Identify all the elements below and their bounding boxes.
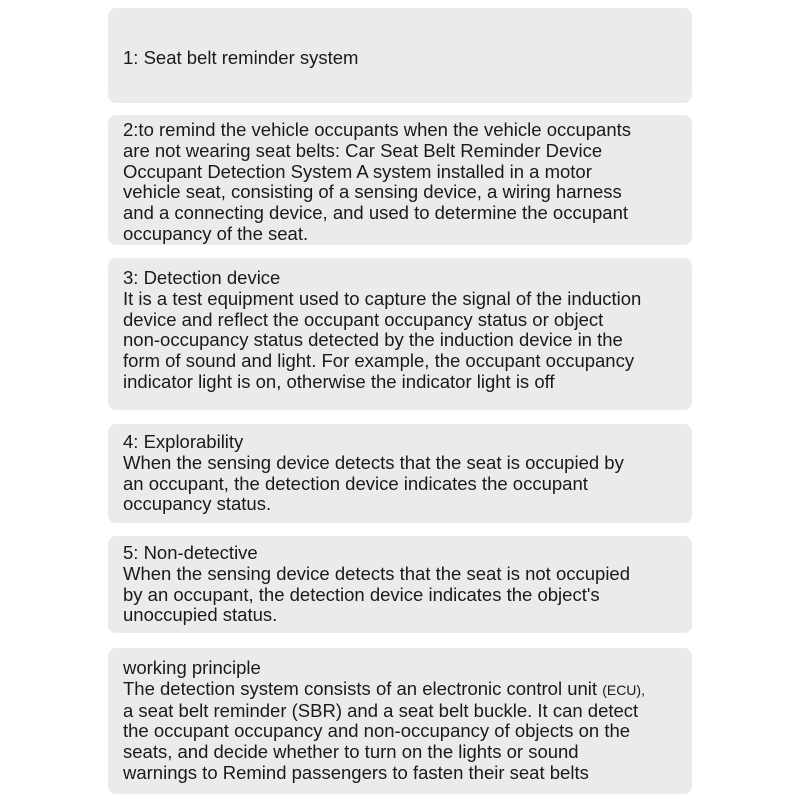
card-text-line: seats, and decide whether to turn on the lights or sound <box>123 741 579 763</box>
card-text-line: 2:to remind the vehicle occupants when the vehicle occupants <box>123 119 632 140</box>
card-text-line: occupancy status. <box>123 493 272 515</box>
card-text-line: When the sensing device detects that the seat is not occupied <box>123 562 631 584</box>
card-text-segment: The detection system consists of an electronic control unit <box>123 677 598 699</box>
card-non-detective <box>108 536 692 633</box>
card-text-line: Occupant Detection System A system installed in a motor <box>123 160 592 182</box>
card-title: 5: Non-detective <box>123 542 258 563</box>
card-explorability <box>108 424 692 523</box>
card-text-line: vehicle seat, consisting of a sensing device, a wiring harness <box>123 181 622 203</box>
card-title: 3: Detection device <box>123 267 281 288</box>
card-title: working principle <box>123 657 261 678</box>
card-text-line: device and reflect the occupant occupancy status or object <box>123 308 604 330</box>
card-text-line: occupancy of the seat. <box>123 222 309 244</box>
ecu-abbreviation: (ECU), <box>602 681 645 698</box>
card-text-line: the occupant occupancy and non-occupancy of objects on the <box>123 720 631 742</box>
card-text-line: warnings to Remind passengers to fasten their seat belts <box>123 761 589 783</box>
card-title: 1: Seat belt reminder system <box>123 47 359 68</box>
card-text-line: indicator light is on, otherwise the indicator light is off <box>123 370 555 392</box>
card-text-line: It is a test equipment used to capture the signal of the induction <box>123 287 642 309</box>
card-text-line: by an occupant, the detection device indicates the object's <box>123 583 600 605</box>
card-text-line <box>123 679 692 701</box>
card-working-principle <box>108 648 692 794</box>
card-text-line: form of sound and light. For example, the occupant occupancy <box>123 350 635 372</box>
card-text-line: are not wearing seat belts: Car Seat Belt Reminder Device <box>123 139 603 161</box>
card-purpose-description <box>108 115 692 245</box>
card-title: 4: Explorability <box>123 431 244 452</box>
card-text-line: a seat belt reminder (SBR) and a seat belt buckle. It can detect <box>123 699 639 721</box>
card-text-line: non-occupancy status detected by the induction device in the <box>123 329 623 351</box>
card-text-line: unoccupied status. <box>123 604 278 626</box>
card-seat-belt-reminder-system <box>108 8 692 103</box>
card-text-line: and a connecting device, and used to determine the occupant <box>123 202 628 224</box>
card-text-line: an occupant, the detection device indicates the occupant <box>123 472 588 494</box>
card-detection-device <box>108 258 692 410</box>
card-text-line: When the sensing device detects that the seat is occupied by <box>123 451 624 473</box>
